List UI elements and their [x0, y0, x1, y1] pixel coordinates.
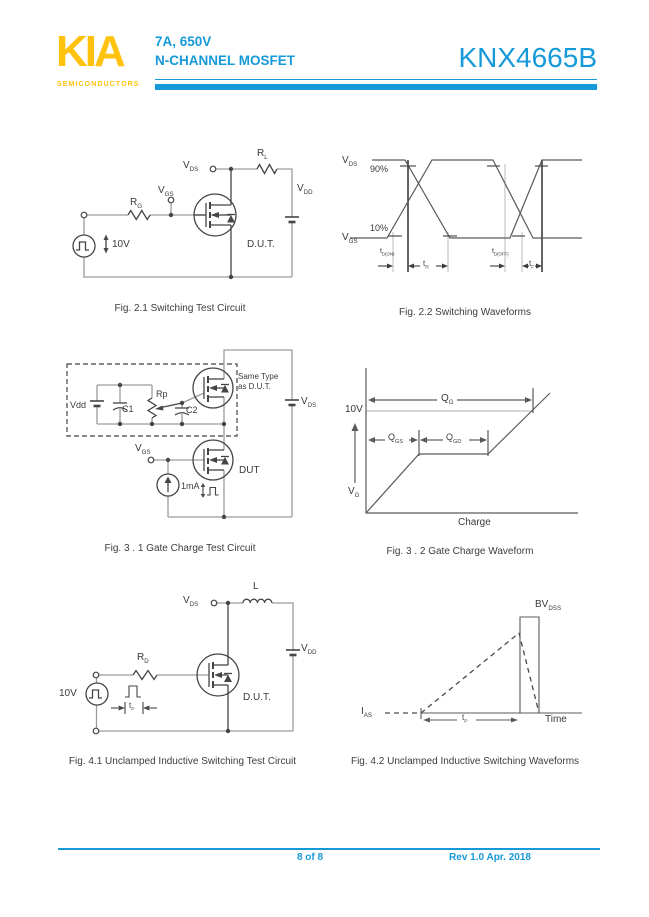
fig31-label-dut: DUT: [239, 465, 260, 476]
fig31-label-c2: C2: [186, 405, 198, 415]
fig21-label-dut: D.U.T.: [247, 239, 275, 250]
header-rating-line: 7A, 650V: [155, 34, 212, 49]
fig31-label-rp: Rp: [156, 389, 168, 399]
fig32-label-qgd: $Q_{GD}$: [446, 432, 462, 445]
fig21-label-rg: $R_G$: [130, 197, 143, 210]
fig31-label-current: 1mA: [181, 481, 200, 491]
fig22-label-tdon: $t_{D(ON)}$: [380, 248, 395, 257]
fig32-label-10v: 10V: [345, 404, 363, 415]
fig41-label-rd: $R_D$: [137, 652, 149, 665]
fig32-label-qgs: $Q_{GS}$: [388, 432, 404, 445]
fig21-label-vdd: $V_{DD}$: [297, 183, 313, 196]
fig21-label-rl: $R_L$: [257, 148, 268, 161]
fig31-label-same-type-2: as D.U.T.: [238, 382, 271, 391]
fig-4-2-caption: Fig. 4.2 Unclamped Inductive Switching Waveforms: [350, 756, 580, 767]
fig31-label-vgs: $V_{GS}$: [135, 443, 151, 456]
header-rule-thick: [155, 84, 597, 90]
fig41-label-pulse-voltage: 10V: [59, 688, 77, 699]
fig41-label-inductor: L: [253, 581, 259, 592]
fig-2-1: [55, 145, 313, 295]
fig22-label-tf: $t_F$: [529, 259, 535, 271]
part-number: KNX4665B: [458, 42, 597, 73]
fig41-label-vds: $V_{DS}$: [183, 595, 199, 608]
fig-3-2-caption: Fig. 3 . 2 Gate Charge Waveform: [386, 546, 534, 557]
fig22-label-10pct: 10%: [370, 223, 389, 233]
fig-3-2-waveform-drawing: [345, 360, 615, 535]
fig21-label-vds: $V_{DS}$: [183, 160, 199, 173]
fig31-label-same-type-1: Same Type: [238, 372, 279, 381]
fig-4-2: [345, 595, 615, 740]
fig21-label-vgs: $V_{GS}$: [158, 185, 174, 198]
fig-3-1-caption: Fig. 3 . 1 Gate Charge Test Circuit: [104, 543, 256, 554]
fig-4-1-caption: Fig. 4.1 Unclamped Inductive Switching Test Circuit: [68, 756, 297, 767]
fig41-label-tp: $t_P$: [129, 701, 135, 713]
footer-revision: Rev 1.0 Apr. 2018: [449, 852, 531, 863]
header-device-line: N-CHANNEL MOSFET: [155, 53, 295, 68]
fig22-label-vgs: $V_{GS}$: [342, 232, 358, 245]
header-rule-thin: [155, 79, 597, 80]
fig22-label-tdoff: $t_{D(OFF)}$: [492, 248, 509, 257]
fig22-label-vds: $V_{DS}$: [342, 155, 358, 168]
fig-4-1: [55, 580, 345, 750]
kia-logo-subtext: SEMICONDUCTORS: [57, 81, 140, 88]
fig-2-1-caption: Fig. 2.1 Switching Test Circuit: [114, 303, 246, 314]
fig-3-1: [55, 345, 345, 530]
footer-page-number: 8 of 8: [296, 852, 324, 863]
footer-rule: [58, 848, 600, 850]
fig31-label-vds: $V_{DS}$: [301, 396, 317, 409]
fig31-label-c1: C1: [122, 404, 134, 414]
fig-3-2: [345, 360, 615, 535]
fig42-xlabel: Time: [545, 714, 567, 725]
fig-2-2-caption: Fig. 2.2 Switching Waveforms: [399, 307, 531, 318]
fig42-label-tp: $t_P$: [462, 713, 468, 725]
fig32-xlabel: Charge: [458, 517, 491, 528]
fig-4-1-circuit-drawing: [55, 580, 345, 750]
fig42-label-ias: $I_{AS}$: [361, 706, 373, 719]
fig32-label-vg: $V_G$: [348, 486, 360, 499]
fig22-label-90pct: 90%: [370, 164, 389, 174]
fig31-label-vdd: Vdd: [70, 400, 87, 410]
fig42-label-bvdss: $BV_{DSS}$: [535, 599, 562, 612]
fig-4-2-waveform-drawing: [345, 595, 615, 740]
fig22-label-tr: $t_R$: [423, 259, 429, 271]
fig41-label-dut: D.U.T.: [243, 692, 271, 703]
fig-2-2: [340, 148, 590, 283]
fig21-label-pulse-voltage: 10V: [112, 239, 130, 250]
kia-logo: KIA: [56, 27, 123, 76]
fig-3-1-circuit-drawing: [55, 345, 345, 530]
fig41-label-vdd: $V_{DD}$: [301, 643, 317, 656]
fig-2-1-circuit-drawing: [55, 145, 305, 295]
fig32-label-qg: $Q_G$: [441, 393, 454, 406]
